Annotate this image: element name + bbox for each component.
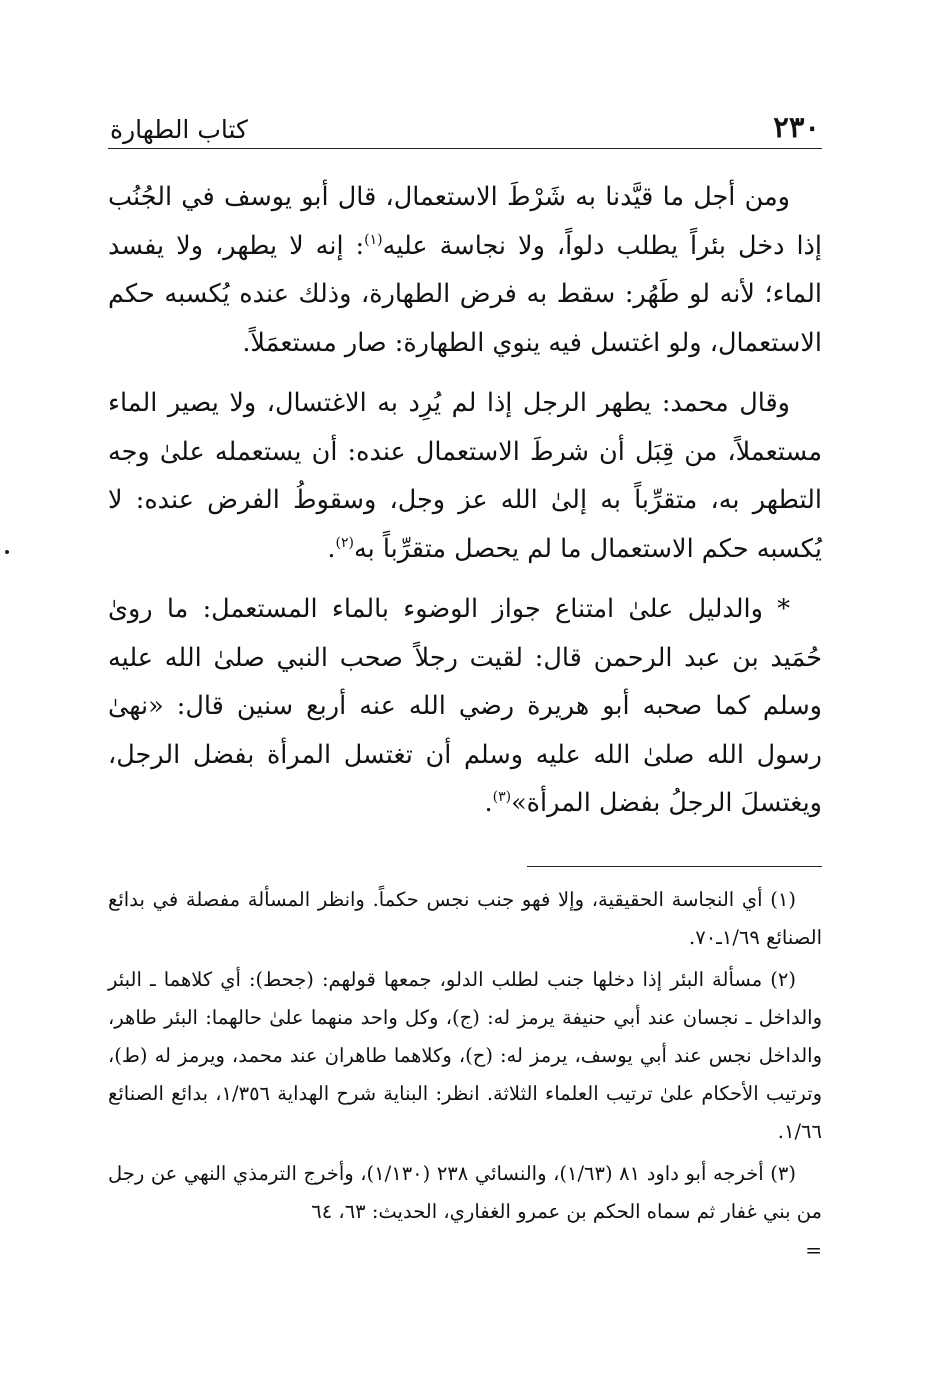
stray-ink-dot bbox=[5, 550, 9, 554]
paragraph-1 bbox=[108, 173, 822, 367]
paragraph-text: . bbox=[484, 788, 493, 818]
paragraph-text: * والدليل علىٰ امتناع جواز الوضوء بالماء المستعمل: ما روىٰ حُمَيد بن عبد الرحمن قال: لقيت رجلاً صحب النبي صلىٰ الله عليه وسلم كما صحبه أبو هريرة رضي الله عنه أربع سنين قال: «نهىٰ رسول الله صلىٰ الله عليه وسلم أن تغتسل المرأة بفضل الرجل، ويغتسلَ الرجلُ بفضل المرأة» bbox=[108, 594, 822, 818]
footnote-2: (٢) مسألة البئر إذا دخلها جنب لطلب الدلو، جمعها قولهم: (جحط): أي كلاهما ـ البئر والداخل ـ نجسان عند أبي حنيفة يرمز له: (ج)، وكل واحد منهما علىٰ حالهما: البئر طاهر، والداخل نجس عند أبي يوسف، يرمز له: (ح)، وكلاهما طاهران عند محمد، ويرمز له (ط)، وترتيب الأحكام علىٰ ترتيب العلماء الثلاثة. انظر: البناية شرح الهداية ١/٣٥٦، بدائع الصنائع ١/٦٦. bbox=[108, 967, 822, 1143]
footnote-ref-3[interactable]: (٣) bbox=[492, 789, 512, 805]
footnotes bbox=[108, 881, 822, 1265]
footnote-ref-1[interactable]: (١) bbox=[364, 231, 383, 248]
paragraph-3 bbox=[108, 585, 822, 828]
footnote-continuation-mark: = bbox=[805, 1237, 822, 1262]
page-number: ٢٣٠ bbox=[773, 110, 820, 144]
paragraph-text: ومن أجل ما قيَّدنا به شَرْطَ الاستعمال، قال أبو يوسف في الجُنُب إذا دخل بئراً يطلب دلواً، ولا نجاسة عليه bbox=[108, 182, 822, 261]
paragraph-text: : إنه لا يطهر، ولا يفسد الماء؛ لأنه لو طَهُر: سقط به فرض الطهارة، وذلك عنده يُكسبه حكم الاستعمال، ولو اغتسل فيه ينوي الطهارة: صار مستعمَلاً. bbox=[108, 230, 822, 358]
footnote-divider bbox=[527, 866, 822, 867]
footnote-ref-2[interactable]: (٢) bbox=[335, 534, 354, 551]
page-header bbox=[108, 100, 822, 149]
paragraph-2 bbox=[108, 379, 822, 573]
paragraph-text: . bbox=[327, 533, 336, 564]
footnote-3: (٣) أخرجه أبو داود ٨١ (١/٦٣)، والنسائي ٢٣٨ (١/١٣٠)، وأخرج الترمذي النهي عن رجل من بني غفار ثم سماه الحكم بن عمرو الغفاري، الحديث: ٦٣، ٦٤ bbox=[108, 1161, 822, 1223]
running-title: كتاب الطهارة bbox=[110, 115, 248, 144]
main-text bbox=[108, 173, 822, 828]
footnote-1: (١) أي النجاسة الحقيقية، وإلا فهو جنب نجس حكماً. وانظر المسألة مفصلة في بدائع الصنائع ١/٦٩ـ٧٠. bbox=[108, 887, 822, 949]
book-page bbox=[108, 100, 822, 1269]
paragraph-text: وقال محمد: يطهر الرجل إذا لم يُرِد به الاغتسال، ولا يصير الماء مستعملاً، من قِبَل أن شرطَ الاستعمال عنده: أن يستعمله علىٰ وجه التطهر به، متقرِّباً به إلىٰ الله عز وجل، وسقوطُ الفرض عنده: لا يُكسبه حكم الاستعمال ما لم يحصل متقرِّباً به bbox=[108, 388, 822, 564]
